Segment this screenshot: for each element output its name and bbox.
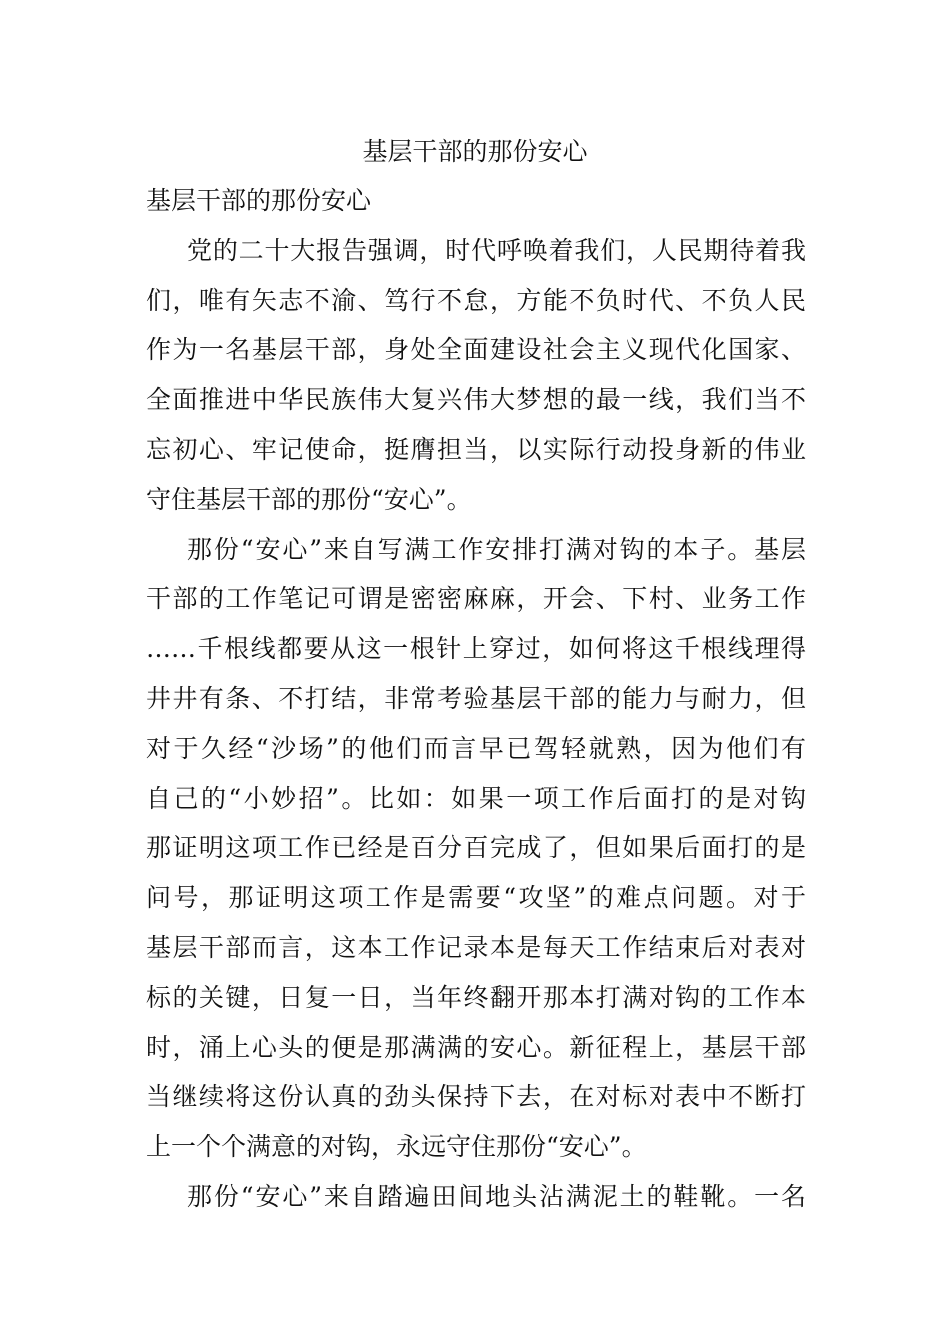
document-body [146,181,806,1227]
paragraph-line: 那份“安心”来自踏遍田间地头沾满泥土的鞋靴。一名 [187,1181,806,1211]
paragraph-line: 上一个个满意的对钩，永远守住那份“安心”。 [146,1132,647,1162]
section-heading: 基层干部的那份安心 [146,186,372,215]
paragraph-line: 党的二十大报告强调，时代呼唤着我们，人民期待着我 [187,235,806,265]
paragraph-line: 们，唯有矢志不渝、笃行不怠，方能不负时代、不负人民 [146,285,806,315]
paragraph-line: ……千根线都要从这一根针上穿过，如何将这千根线理得 [146,634,806,664]
paragraph-line: 全面推进中华民族伟大复兴伟大梦想的最一线，我们当不 [146,385,806,415]
paragraph-line: 作为一名基层干部，身处全面建设社会主义现代化国家、 [146,335,806,365]
paragraph-line: 守住基层干部的那份“安心”。 [146,484,472,514]
paragraph-line: 那证明这项工作已经是百分百完成了，但如果后面打的是 [146,833,806,863]
paragraph-line: 问号，那证明这项工作是需要“攻坚”的难点问题。对于 [146,883,806,913]
paragraph-line: 井井有条、不打结，非常考验基层干部的能力与耐力，但 [146,683,806,713]
paragraph-line: 忘初心、牢记使命，挺膺担当，以实际行动投身新的伟业 [146,434,806,464]
paragraph-line: 基层干部而言，这本工作记录本是每天工作结束后对表对 [146,932,806,962]
paragraph-line: 时，涌上心头的便是那满满的安心。新征程上，基层干部 [146,1032,806,1062]
paragraph-line: 干部的工作笔记可谓是密密麻麻，开会、下村、业务工作 [146,584,806,614]
paragraph-line: 自己的“小妙招”。比如：如果一项工作后面打的是对钩 [146,783,806,813]
paragraph-line: 标的关键，日复一日，当年终翻开那本打满对钩的工作本 [146,982,806,1012]
paragraph-line: 那份“安心”来自写满工作安排打满对钩的本子。基层 [187,534,806,564]
paragraph-line: 对于久经“沙场”的他们而言早已驾轻就熟，因为他们有 [146,733,806,763]
page-title: 基层干部的那份安心 [362,137,588,166]
paragraph-line: 当继续将这份认真的劲头保持下去，在对标对表中不断打 [146,1082,806,1112]
